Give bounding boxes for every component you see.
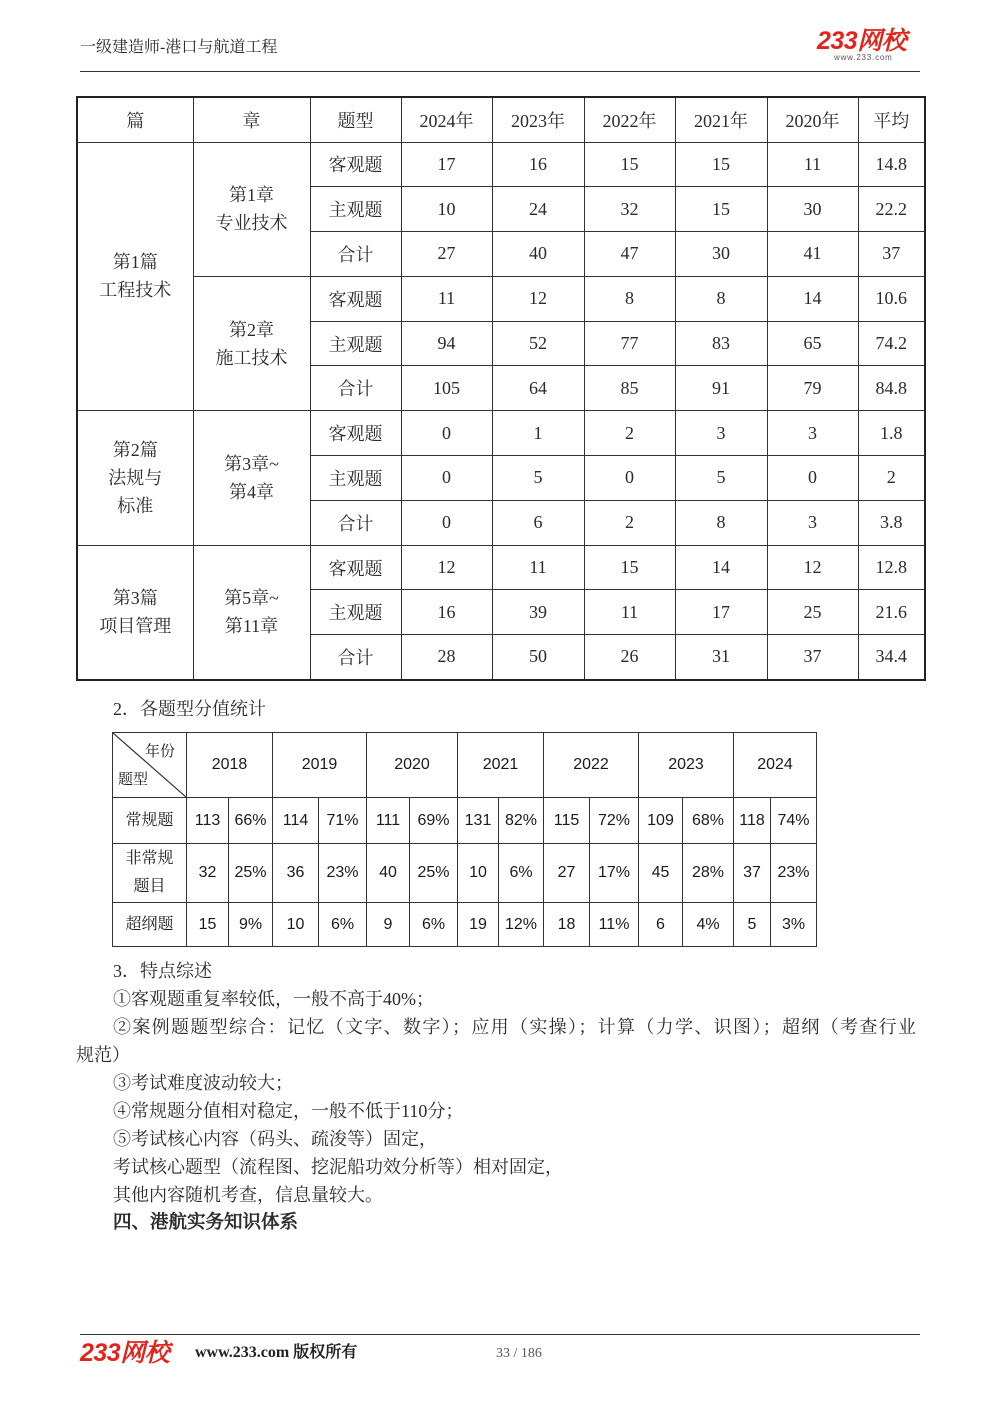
header-divider <box>80 71 920 72</box>
score-cell: 28 <box>401 635 492 680</box>
column-header-year: 2023年 <box>492 97 584 142</box>
score-cell: 32 <box>187 844 229 903</box>
features-section <box>76 957 924 1237</box>
footer-brand-logo: 233网校 <box>80 1339 170 1367</box>
score-cell: 12 <box>767 545 858 590</box>
score-cell: 3 <box>767 411 858 456</box>
score-cell: 15 <box>584 142 675 187</box>
percent-cell: 72% <box>590 798 639 844</box>
part-cell <box>77 142 193 411</box>
score-cell: 1 <box>492 411 584 456</box>
question-type-cell: 合计 <box>310 232 401 277</box>
part-name-line: 项目管理 <box>99 616 172 637</box>
question-type-label-line: 超纲题 <box>125 915 174 933</box>
question-type-cell: 客观题 <box>310 142 401 187</box>
score-cell: 12 <box>492 276 584 321</box>
percent-cell: 11% <box>590 903 639 947</box>
table-header-row <box>77 97 925 142</box>
percent-cell: 6% <box>319 903 367 947</box>
question-type-label-cell <box>113 798 187 844</box>
brand-logo: 233网校 <box>817 27 907 55</box>
table-row <box>113 903 817 947</box>
score-cell: 8 <box>675 500 767 545</box>
percent-cell: 23% <box>771 844 817 903</box>
corner-label-year: 年份 <box>145 743 176 760</box>
score-cell: 15 <box>187 903 229 947</box>
score-cell: 10 <box>458 844 499 903</box>
score-cell: 9 <box>367 903 410 947</box>
score-cell: 40 <box>367 844 410 903</box>
table-row <box>113 844 817 903</box>
chapter-name-line: 第5章~ <box>224 588 279 609</box>
average-cell: 12.8 <box>858 545 925 590</box>
score-cell: 11 <box>401 276 492 321</box>
question-type-cell: 主观题 <box>310 321 401 366</box>
score-cell: 27 <box>544 844 590 903</box>
column-header-question-type: 题型 <box>310 97 401 142</box>
score-cell: 111 <box>367 798 410 844</box>
part-name-line: 第2篇 <box>112 439 158 460</box>
score-cell: 6 <box>639 903 683 947</box>
score-cell: 45 <box>639 844 683 903</box>
average-cell: 74.2 <box>858 321 925 366</box>
question-type-cell: 合计 <box>310 366 401 411</box>
chapter-cell <box>193 545 310 679</box>
score-cell: 0 <box>767 456 858 501</box>
score-cell: 26 <box>584 635 675 680</box>
percent-cell: 66% <box>229 798 273 844</box>
score-cell: 118 <box>734 798 771 844</box>
score-cell: 3 <box>767 500 858 545</box>
year-header: 2024 <box>734 733 817 798</box>
part-cell <box>77 545 193 679</box>
score-cell: 6 <box>492 500 584 545</box>
score-cell: 52 <box>492 321 584 366</box>
percent-cell: 74% <box>771 798 817 844</box>
score-cell: 24 <box>492 187 584 232</box>
score-cell: 5 <box>734 903 771 947</box>
document-title: 一级建造师-港口与航道工程 <box>80 39 278 56</box>
score-cell: 65 <box>767 321 858 366</box>
section-heading-score-stats: 2．各题型分值统计 <box>113 699 266 719</box>
part-name-line: 第1篇 <box>112 252 158 273</box>
score-cell: 0 <box>401 456 492 501</box>
feature-point-continuation: 规范） <box>76 1045 130 1065</box>
table-row <box>77 276 925 321</box>
score-by-chapter-table <box>76 96 926 681</box>
average-cell: 84.8 <box>858 366 925 411</box>
score-cell: 11 <box>767 142 858 187</box>
feature-point: ④常规题分值相对稳定，一般不低于110分； <box>113 1101 464 1121</box>
question-type-label-cell <box>113 844 187 903</box>
average-cell: 10.6 <box>858 276 925 321</box>
score-cell: 83 <box>675 321 767 366</box>
percent-cell: 6% <box>410 903 458 947</box>
score-cell: 37 <box>767 635 858 680</box>
score-cell: 15 <box>675 142 767 187</box>
section-heading-knowledge-system: 四、港航实务知识体系 <box>113 1213 299 1233</box>
average-cell: 2 <box>858 456 925 501</box>
year-header: 2021 <box>458 733 544 798</box>
section-heading-features: 3．特点综述 <box>113 961 212 981</box>
score-cell: 109 <box>639 798 683 844</box>
score-cell: 17 <box>675 590 767 635</box>
table-row <box>77 142 925 187</box>
score-cell: 8 <box>584 276 675 321</box>
percent-cell: 17% <box>590 844 639 903</box>
score-cell: 114 <box>273 798 319 844</box>
question-type-cell: 客观题 <box>310 411 401 456</box>
score-cell: 0 <box>401 411 492 456</box>
question-type-cell: 主观题 <box>310 187 401 232</box>
feature-point: 其他内容随机考查，信息量较大。 <box>113 1185 383 1205</box>
score-cell: 18 <box>544 903 590 947</box>
percent-cell: 69% <box>410 798 458 844</box>
score-cell: 131 <box>458 798 499 844</box>
score-cell: 32 <box>584 187 675 232</box>
table-body <box>113 798 817 947</box>
question-type-label-cell <box>113 903 187 947</box>
table-row <box>77 411 925 456</box>
question-type-cell: 客观题 <box>310 545 401 590</box>
percent-cell: 12% <box>499 903 544 947</box>
average-cell: 1.8 <box>858 411 925 456</box>
column-header-average: 平均 <box>858 97 925 142</box>
score-cell: 113 <box>187 798 229 844</box>
brand-logo-site: www.233.com <box>834 53 893 62</box>
score-cell: 41 <box>767 232 858 277</box>
year-header: 2019 <box>273 733 367 798</box>
score-cell: 37 <box>734 844 771 903</box>
score-cell: 16 <box>492 142 584 187</box>
percent-cell: 23% <box>319 844 367 903</box>
percent-cell: 4% <box>683 903 734 947</box>
chapter-cell <box>193 142 310 276</box>
score-cell: 5 <box>675 456 767 501</box>
part-cell <box>77 411 193 545</box>
score-cell: 11 <box>492 545 584 590</box>
column-header-part: 篇 <box>77 97 193 142</box>
question-type-cell: 主观题 <box>310 590 401 635</box>
score-cell: 10 <box>273 903 319 947</box>
score-cell: 39 <box>492 590 584 635</box>
score-cell: 25 <box>767 590 858 635</box>
score-cell: 8 <box>675 276 767 321</box>
percent-cell: 28% <box>683 844 734 903</box>
year-header: 2018 <box>187 733 273 798</box>
chapter-name-line: 专业技术 <box>215 213 288 234</box>
chapter-cell <box>193 411 310 545</box>
score-cell: 16 <box>401 590 492 635</box>
score-cell: 77 <box>584 321 675 366</box>
table-header-row <box>113 733 817 798</box>
score-cell: 64 <box>492 366 584 411</box>
score-cell: 115 <box>544 798 590 844</box>
average-cell: 37 <box>858 232 925 277</box>
chapter-name-line: 第2章 <box>229 319 274 340</box>
score-cell: 3 <box>675 411 767 456</box>
percent-cell: 3% <box>771 903 817 947</box>
column-header-year: 2022年 <box>584 97 675 142</box>
footer-copyright: www.233.com 版权所有 <box>195 1344 358 1361</box>
score-cell: 14 <box>675 545 767 590</box>
score-cell: 12 <box>401 545 492 590</box>
average-cell: 34.4 <box>858 635 925 680</box>
percent-cell: 82% <box>499 798 544 844</box>
score-cell: 31 <box>675 635 767 680</box>
corner-label-type: 题型 <box>118 771 149 788</box>
part-name-line: 法规与 <box>108 467 163 488</box>
score-cell: 27 <box>401 232 492 277</box>
part-name-line: 标准 <box>117 495 154 516</box>
score-cell: 94 <box>401 321 492 366</box>
chapter-cell <box>193 276 310 410</box>
score-cell: 30 <box>675 232 767 277</box>
average-cell: 21.6 <box>858 590 925 635</box>
score-cell: 40 <box>492 232 584 277</box>
score-cell: 36 <box>273 844 319 903</box>
table-row <box>113 798 817 844</box>
percent-cell: 68% <box>683 798 734 844</box>
footer-divider <box>80 1334 920 1335</box>
average-cell: 22.2 <box>858 187 925 232</box>
score-cell: 50 <box>492 635 584 680</box>
score-cell: 79 <box>767 366 858 411</box>
score-cell: 10 <box>401 187 492 232</box>
feature-point: ①客观题重复率较低，一般不高于40%； <box>113 989 434 1009</box>
question-type-label-line: 非常规 <box>125 850 174 867</box>
question-type-cell: 主观题 <box>310 456 401 501</box>
score-cell: 0 <box>584 456 675 501</box>
question-type-score-table <box>112 732 817 947</box>
score-cell: 2 <box>584 500 675 545</box>
question-type-cell: 客观题 <box>310 276 401 321</box>
score-cell: 11 <box>584 590 675 635</box>
question-type-label-line: 题目 <box>133 878 166 895</box>
column-header-year: 2021年 <box>675 97 767 142</box>
score-cell: 15 <box>675 187 767 232</box>
question-type-cell: 合计 <box>310 635 401 680</box>
score-cell: 30 <box>767 187 858 232</box>
percent-cell: 9% <box>229 903 273 947</box>
year-header: 2022 <box>544 733 639 798</box>
chapter-name-line: 第11章 <box>224 616 279 637</box>
diagonal-header-cell <box>113 733 187 798</box>
percent-cell: 71% <box>319 798 367 844</box>
part-name-line: 第3篇 <box>112 588 158 609</box>
column-header-chapter: 章 <box>193 97 310 142</box>
chapter-name-line: 第4章 <box>229 481 274 502</box>
score-cell: 2 <box>584 411 675 456</box>
score-cell: 85 <box>584 366 675 411</box>
score-cell: 14 <box>767 276 858 321</box>
average-cell: 14.8 <box>858 142 925 187</box>
table-header <box>77 97 925 142</box>
score-cell: 19 <box>458 903 499 947</box>
question-type-label-line: 常规题 <box>125 811 174 829</box>
table-header <box>113 733 817 798</box>
chapter-name-line: 施工技术 <box>215 347 288 368</box>
score-cell: 47 <box>584 232 675 277</box>
chapter-name-line: 第1章 <box>229 185 274 206</box>
percent-cell: 6% <box>499 844 544 903</box>
column-header-year: 2020年 <box>767 97 858 142</box>
score-cell: 15 <box>584 545 675 590</box>
table-body <box>77 142 925 680</box>
score-cell: 105 <box>401 366 492 411</box>
score-cell: 0 <box>401 500 492 545</box>
feature-point: 考试核心题型（流程图、挖泥船功效分析等）相对固定， <box>113 1157 563 1177</box>
percent-cell: 25% <box>410 844 458 903</box>
table-row <box>77 545 925 590</box>
year-header: 2023 <box>639 733 734 798</box>
feature-point: ②案例题题型综合：记忆（文字、数字）；应用（实操）；计算（力学、识图）；超纲（考查行业 <box>113 1017 916 1037</box>
year-header: 2020 <box>367 733 458 798</box>
feature-point: ⑤考试核心内容（码头、疏浚等）固定， <box>113 1129 437 1149</box>
part-name-line: 工程技术 <box>99 280 172 301</box>
average-cell: 3.8 <box>858 500 925 545</box>
question-type-cell: 合计 <box>310 500 401 545</box>
percent-cell: 25% <box>229 844 273 903</box>
feature-point: ③考试难度波动较大； <box>113 1073 293 1093</box>
column-header-year: 2024年 <box>401 97 492 142</box>
score-cell: 5 <box>492 456 584 501</box>
score-cell: 91 <box>675 366 767 411</box>
chapter-name-line: 第3章~ <box>224 453 279 474</box>
score-cell: 17 <box>401 142 492 187</box>
page-number: 33 / 186 <box>496 1346 542 1361</box>
